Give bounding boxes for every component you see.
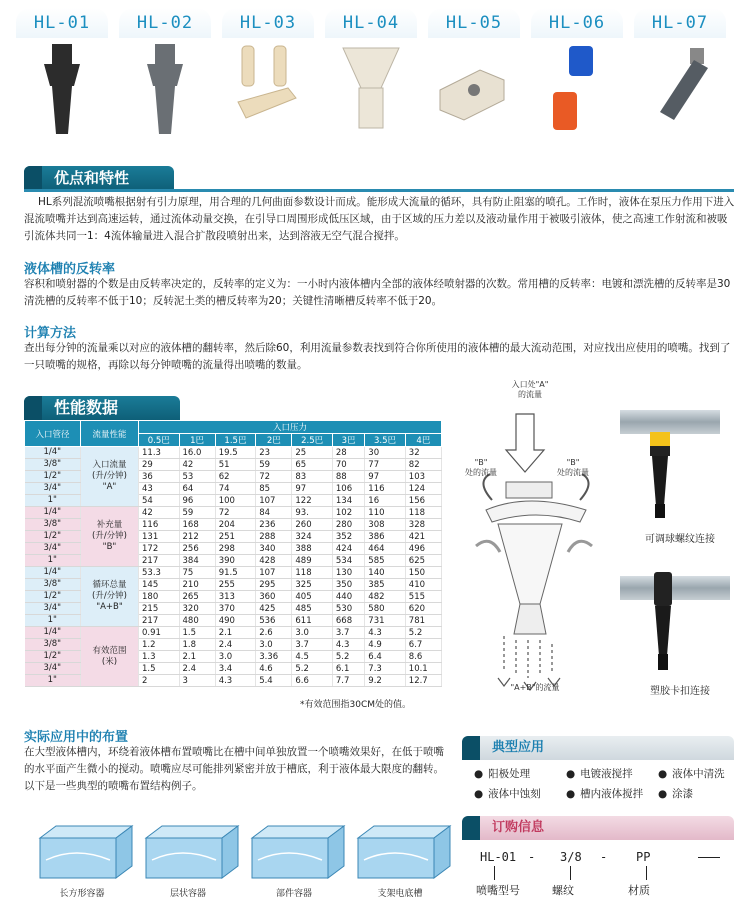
table-cell: 97 <box>365 471 406 483</box>
table-cell: 496 <box>405 543 441 555</box>
table-cell: 122 <box>292 495 333 507</box>
table-cell: 350 <box>332 579 364 591</box>
table-cell: 116 <box>365 483 406 495</box>
table-cell: 308 <box>365 519 406 531</box>
app-item: ● 阳极处理 <box>474 766 530 781</box>
model-card <box>16 4 108 142</box>
pipe-size: 3/4" <box>25 663 81 675</box>
pipe-size: 3/8" <box>25 579 81 591</box>
app-item: ● 电镀液搅拌 <box>566 766 633 781</box>
features-text: HL系列混流喷嘴根据射有引力原理，用合理的几何曲面参数设计而成。能形成大流量的循环，具有防止阻塞的喷孔。工作时，液体在泵压力作用下进入混流喷嘴并达到高速运转，通过流体动量交换，在引导口周围形成低压区域，由于区域的压力差以及液动量作用于被吸引液体，使之高速工作射流和被吸引流体共同一1：4流体输量进入混合扩散段喷射出来，达到溶液无空气混合搅拌。 <box>24 196 735 242</box>
table-cell: 625 <box>405 555 441 567</box>
table-cell: 1.2 <box>139 639 180 651</box>
table-cell: 324 <box>292 531 333 543</box>
table-cell: 59 <box>256 459 292 471</box>
pipe-size: 1/2" <box>25 651 81 663</box>
table-cell: 0.91 <box>139 627 180 639</box>
order-code-part: 3/8 <box>560 850 582 864</box>
nozzle-image <box>125 42 205 138</box>
pipe-size: 1/4" <box>25 567 81 579</box>
table-cell: 325 <box>292 579 333 591</box>
perf-label: 有效范围 (米) <box>81 627 139 687</box>
order-label: 螺纹 <box>552 884 574 897</box>
table-cell: 4.3 <box>215 675 256 687</box>
pipe-size: 1" <box>25 555 81 567</box>
table-cell: 482 <box>365 591 406 603</box>
order-label: 喷嘴型号 <box>476 884 520 897</box>
table-cell: 464 <box>365 543 406 555</box>
table-cell: 530 <box>332 603 364 615</box>
pressure-header: 1巴 <box>179 434 215 447</box>
table-cell: 7.7 <box>332 675 364 687</box>
pressure-header: 0.5巴 <box>139 434 180 447</box>
table-cell: 30 <box>365 447 406 459</box>
table-cell: 53.3 <box>139 567 180 579</box>
flow-diagram <box>468 378 618 696</box>
nozzle-image <box>537 42 617 138</box>
table-cell: 168 <box>179 519 215 531</box>
table-row <box>25 447 442 459</box>
table-cell: 36 <box>139 471 180 483</box>
table-cell: 3.0 <box>256 639 292 651</box>
order-code-part: - <box>600 850 608 864</box>
pipe-size: 3/8" <box>25 459 81 471</box>
table-cell: 72 <box>256 471 292 483</box>
table-cell: 255 <box>215 579 256 591</box>
table-cell: 64 <box>179 483 215 495</box>
table-cell: 4.5 <box>292 651 333 663</box>
table-cell: 96 <box>179 495 215 507</box>
table-cell: 2 <box>139 675 180 687</box>
table-cell: 145 <box>139 579 180 591</box>
table-cell: 2.4 <box>215 639 256 651</box>
table-cell: 140 <box>365 567 406 579</box>
model-card <box>634 4 726 142</box>
table-cell: 5.2 <box>292 663 333 675</box>
table-cell: 42 <box>179 459 215 471</box>
table-cell: 97 <box>292 483 333 495</box>
table-cell: 2.6 <box>256 627 292 639</box>
table-cell: 116 <box>139 519 180 531</box>
tank-diagram <box>354 820 454 882</box>
table-cell: 102 <box>332 507 364 519</box>
table-cell: 3.36 <box>256 651 292 663</box>
app-item: ● 液体中蚀刻 <box>474 786 541 801</box>
table-cell: 1.8 <box>179 639 215 651</box>
ball-joint-photo <box>620 400 740 524</box>
table-cell: 11.3 <box>139 447 180 459</box>
table-cell: 9.2 <box>365 675 406 687</box>
table-cell: 19.5 <box>215 447 256 459</box>
pipe-size: 1/4" <box>25 507 81 519</box>
table-cell: 51 <box>215 459 256 471</box>
table-cell: 100 <box>215 495 256 507</box>
divider <box>24 189 734 192</box>
calc-text: 查出每分钟的流量乘以对应的液体槽的翻转率，然后除60，利用流量参数表找到符合你所使用的液体槽的最大流动范围，对应找出应使用的喷嘴。找到了一只喷嘴的规格，再除以每分钟喷嘴的流量得出喷嘴的数量。 <box>24 342 731 371</box>
table-cell: 12.7 <box>405 675 441 687</box>
table-cell: 6.1 <box>332 663 364 675</box>
table-row <box>25 567 442 579</box>
table-cell: 65 <box>292 459 333 471</box>
pipe-size: 1" <box>25 675 81 687</box>
table-cell: 3.7 <box>332 627 364 639</box>
table-cell: 215 <box>139 603 180 615</box>
perf-label: 循环总量 (升/分钟) "A+B" <box>81 567 139 627</box>
table-cell: 107 <box>256 567 292 579</box>
table-cell: 16 <box>365 495 406 507</box>
pressure-header: 2.5巴 <box>292 434 333 447</box>
table-cell: 134 <box>332 495 364 507</box>
table-cell: 5.2 <box>332 651 364 663</box>
table-cell: 217 <box>139 615 180 627</box>
table-cell: 8.6 <box>405 651 441 663</box>
table-cell: 72 <box>215 507 256 519</box>
table-cell: 386 <box>365 531 406 543</box>
clip-caption: 塑胶卡扣连接 <box>650 686 710 697</box>
nozzle-image <box>434 42 514 138</box>
order-tick <box>646 866 647 880</box>
pipe-size: 3/8" <box>25 639 81 651</box>
table-cell: 421 <box>405 531 441 543</box>
table-cell: 328 <box>405 519 441 531</box>
pipe-size: 3/8" <box>25 519 81 531</box>
table-cell: 3.7 <box>292 639 333 651</box>
table-cell: 388 <box>292 543 333 555</box>
table-cell: 103 <box>405 471 441 483</box>
table-cell: 1.5 <box>139 663 180 675</box>
tank-caption: 长方形容器 <box>59 889 105 899</box>
table-cell: 3.0 <box>292 627 333 639</box>
pipe-size: 1/2" <box>25 471 81 483</box>
tank-diagram <box>248 820 348 882</box>
pipe-size: 1" <box>25 495 81 507</box>
table-cell: 54 <box>139 495 180 507</box>
table-cell: 180 <box>139 591 180 603</box>
table-cell: 74 <box>215 483 256 495</box>
table-cell: 118 <box>405 507 441 519</box>
ball-joint-caption: 可调球螺纹连接 <box>645 534 715 545</box>
table-cell: 385 <box>365 579 406 591</box>
table-cell: 75 <box>179 567 215 579</box>
app-item: ● 液体中清洗 <box>658 766 725 781</box>
table-cell: 428 <box>256 555 292 567</box>
table-cell: 42 <box>139 507 180 519</box>
pipe-size: 3/4" <box>25 543 81 555</box>
table-cell: 295 <box>256 579 292 591</box>
table-cell: 405 <box>292 591 333 603</box>
table-cell: 251 <box>215 531 256 543</box>
pipe-size: 3/4" <box>25 603 81 615</box>
table-cell: 93. <box>292 507 333 519</box>
table-cell: 43 <box>139 483 180 495</box>
table-cell: 130 <box>332 567 364 579</box>
perf-header: 性能数据 <box>24 396 180 420</box>
model-label: HL-05 <box>428 8 520 38</box>
layout-text: 在大型液体槽内，环绕着液体槽布置喷嘴比在槽中间单独放置一个喷嘴效果好，在低于喷嘴的水平面产生微小的搅动。喷嘴应尽可能排列紧密并放于槽底，利于液体最大限度的翻转。以下是一些典型的喷嘴布置结构例子。 <box>24 746 444 792</box>
table-cell: 84 <box>256 507 292 519</box>
table-cell: 3 <box>179 675 215 687</box>
model-card <box>325 4 417 142</box>
col-perf: 流量性能 <box>81 421 139 447</box>
model-label: HL-06 <box>531 8 623 38</box>
table-cell: 585 <box>365 555 406 567</box>
table-cell: 106 <box>332 483 364 495</box>
table-cell: 107 <box>256 495 292 507</box>
table-cell: 5.2 <box>405 627 441 639</box>
table-cell: 580 <box>365 603 406 615</box>
perf-label: 入口流量 (升/分钟) "A" <box>81 447 139 507</box>
order-header: 订购信息 <box>462 816 734 840</box>
nozzle-image <box>331 42 411 138</box>
table-cell: 62 <box>215 471 256 483</box>
table-cell: 4.3 <box>365 627 406 639</box>
table-cell: 3.4 <box>215 663 256 675</box>
table-cell: 204 <box>215 519 256 531</box>
app-item: ● 涂漆 <box>658 786 693 801</box>
table-cell: 731 <box>365 615 406 627</box>
table-cell: 2.1 <box>179 651 215 663</box>
pipe-size: 3/4" <box>25 483 81 495</box>
tank-caption: 层状容器 <box>169 889 206 899</box>
pressure-header: 3.5巴 <box>365 434 406 447</box>
order-tick <box>570 866 571 880</box>
order-label: 材质 <box>628 884 650 897</box>
table-cell: 2.4 <box>179 663 215 675</box>
table-cell: 124 <box>405 483 441 495</box>
table-cell: 781 <box>405 615 441 627</box>
model-card <box>428 4 520 142</box>
table-cell: 3.0 <box>215 651 256 663</box>
table-cell: 83 <box>292 471 333 483</box>
table-cell: 425 <box>256 603 292 615</box>
order-code-part: HL-01 <box>480 850 517 864</box>
table-cell: 110 <box>365 507 406 519</box>
table-cell: 53 <box>179 471 215 483</box>
table-cell: 6.6 <box>292 675 333 687</box>
tank-diagram <box>142 820 242 882</box>
table-cell: 7.3 <box>365 663 406 675</box>
nozzle-image <box>22 42 102 138</box>
apps-header: 典型应用 <box>462 736 734 760</box>
table-cell: 260 <box>292 519 333 531</box>
table-cell: 25 <box>292 447 333 459</box>
table-cell: 29 <box>139 459 180 471</box>
table-cell: 298 <box>215 543 256 555</box>
app-item: ● 槽内液体搅拌 <box>566 786 643 801</box>
label-b-left: "B" 处的流量 <box>465 458 497 477</box>
table-cell: 370 <box>215 603 256 615</box>
label-b-right: "B" 处的流量 <box>557 458 589 477</box>
table-cell: 70 <box>332 459 364 471</box>
perf-note: *有效范围指30CM处的值。 <box>300 700 412 710</box>
table-cell: 280 <box>332 519 364 531</box>
table-cell: 131 <box>139 531 180 543</box>
pipe-size: 1/2" <box>25 531 81 543</box>
table-cell: 410 <box>405 579 441 591</box>
table-cell: 236 <box>256 519 292 531</box>
table-cell: 150 <box>405 567 441 579</box>
table-cell: 10.1 <box>405 663 441 675</box>
table-cell: 4.3 <box>332 639 364 651</box>
table-row <box>25 627 442 639</box>
table-cell: 360 <box>256 591 292 603</box>
performance-table <box>24 420 442 687</box>
pressure-header: 4巴 <box>405 434 441 447</box>
table-cell: 217 <box>139 555 180 567</box>
clip-photo <box>620 566 740 676</box>
table-cell: 536 <box>256 615 292 627</box>
tank-caption: 支架电底槽 <box>377 889 423 899</box>
table-cell: 620 <box>405 603 441 615</box>
order-code-part: - <box>528 850 536 864</box>
tank-caption: 部件容器 <box>275 889 312 899</box>
table-cell: 32 <box>405 447 441 459</box>
table-cell: 172 <box>139 543 180 555</box>
pressure-header: 2巴 <box>256 434 292 447</box>
label-ab: "A+B"的流量 <box>510 683 560 692</box>
table-cell: 16.0 <box>179 447 215 459</box>
table-cell: 5.4 <box>256 675 292 687</box>
table-cell: 288 <box>256 531 292 543</box>
table-cell: 515 <box>405 591 441 603</box>
table-cell: 424 <box>332 543 364 555</box>
table-cell: 611 <box>292 615 333 627</box>
table-cell: 352 <box>332 531 364 543</box>
table-cell: 485 <box>292 603 333 615</box>
nozzle-image <box>640 42 720 138</box>
table-cell: 480 <box>179 615 215 627</box>
table-cell: 118 <box>292 567 333 579</box>
model-card <box>222 4 314 142</box>
table-cell: 265 <box>179 591 215 603</box>
model-label: HL-03 <box>222 8 314 38</box>
table-cell: 23 <box>256 447 292 459</box>
model-label: HL-02 <box>119 8 211 38</box>
table-cell: 4.6 <box>256 663 292 675</box>
model-card <box>531 4 623 142</box>
table-cell: 6.7 <box>405 639 441 651</box>
table-cell: 28 <box>332 447 364 459</box>
pipe-size: 1" <box>25 615 81 627</box>
table-cell: 320 <box>179 603 215 615</box>
model-label: HL-07 <box>634 8 726 38</box>
col-pipe: 入口管径 <box>25 421 81 447</box>
table-cell: 85 <box>256 483 292 495</box>
table-cell: 1.3 <box>139 651 180 663</box>
table-cell: 4.9 <box>365 639 406 651</box>
order-tick <box>494 866 495 880</box>
perf-label: 补充量 (升/分钟) "B" <box>81 507 139 567</box>
nozzle-image <box>228 42 308 138</box>
model-card <box>119 4 211 142</box>
table-cell: 256 <box>179 543 215 555</box>
table-cell: 156 <box>405 495 441 507</box>
order-code-part: PP <box>636 850 651 864</box>
tank-diagram <box>36 820 136 882</box>
table-cell: 77 <box>365 459 406 471</box>
table-cell: 6.4 <box>365 651 406 663</box>
table-cell: 91.5 <box>215 567 256 579</box>
model-label: HL-01 <box>16 8 108 38</box>
order-blank <box>698 857 720 858</box>
table-cell: 384 <box>179 555 215 567</box>
table-cell: 59 <box>179 507 215 519</box>
table-cell: 340 <box>256 543 292 555</box>
model-label: HL-04 <box>325 8 417 38</box>
table-cell: 668 <box>332 615 364 627</box>
table-cell: 490 <box>215 615 256 627</box>
table-cell: 1.5 <box>179 627 215 639</box>
turnover-title: 液体槽的反转率 <box>24 262 116 277</box>
turnover-text: 容积和喷射器的个数是由反转率决定的，反转率的定义为：一小时内液体槽内全部的液体经喷射器的次数。常用槽的反转率：电镀和漂洗槽的反转率是30清洗槽的反转率不低于10；反转泥土类的槽反转率为20；关键性清晰槽反转率不低于20。 <box>24 278 731 307</box>
pipe-size: 1/4" <box>25 447 81 459</box>
table-cell: 88 <box>332 471 364 483</box>
layout-title: 实际应用中的布置 <box>24 730 129 745</box>
table-cell: 534 <box>332 555 364 567</box>
table-row <box>25 507 442 519</box>
col-pressure: 入口压力 <box>139 421 442 434</box>
table-cell: 210 <box>179 579 215 591</box>
pipe-size: 1/2" <box>25 591 81 603</box>
table-cell: 313 <box>215 591 256 603</box>
pipe-size: 1/4" <box>25 627 81 639</box>
table-cell: 2.1 <box>215 627 256 639</box>
table-cell: 440 <box>332 591 364 603</box>
label-inlet-a: 入口处"A" 的流量 <box>511 380 549 399</box>
calc-title: 计算方法 <box>24 326 77 341</box>
features-header: 优点和特性 <box>24 166 174 190</box>
table-cell: 82 <box>405 459 441 471</box>
table-cell: 489 <box>292 555 333 567</box>
pressure-header: 3巴 <box>332 434 364 447</box>
pressure-header: 1.5巴 <box>215 434 256 447</box>
table-cell: 390 <box>215 555 256 567</box>
table-cell: 212 <box>179 531 215 543</box>
